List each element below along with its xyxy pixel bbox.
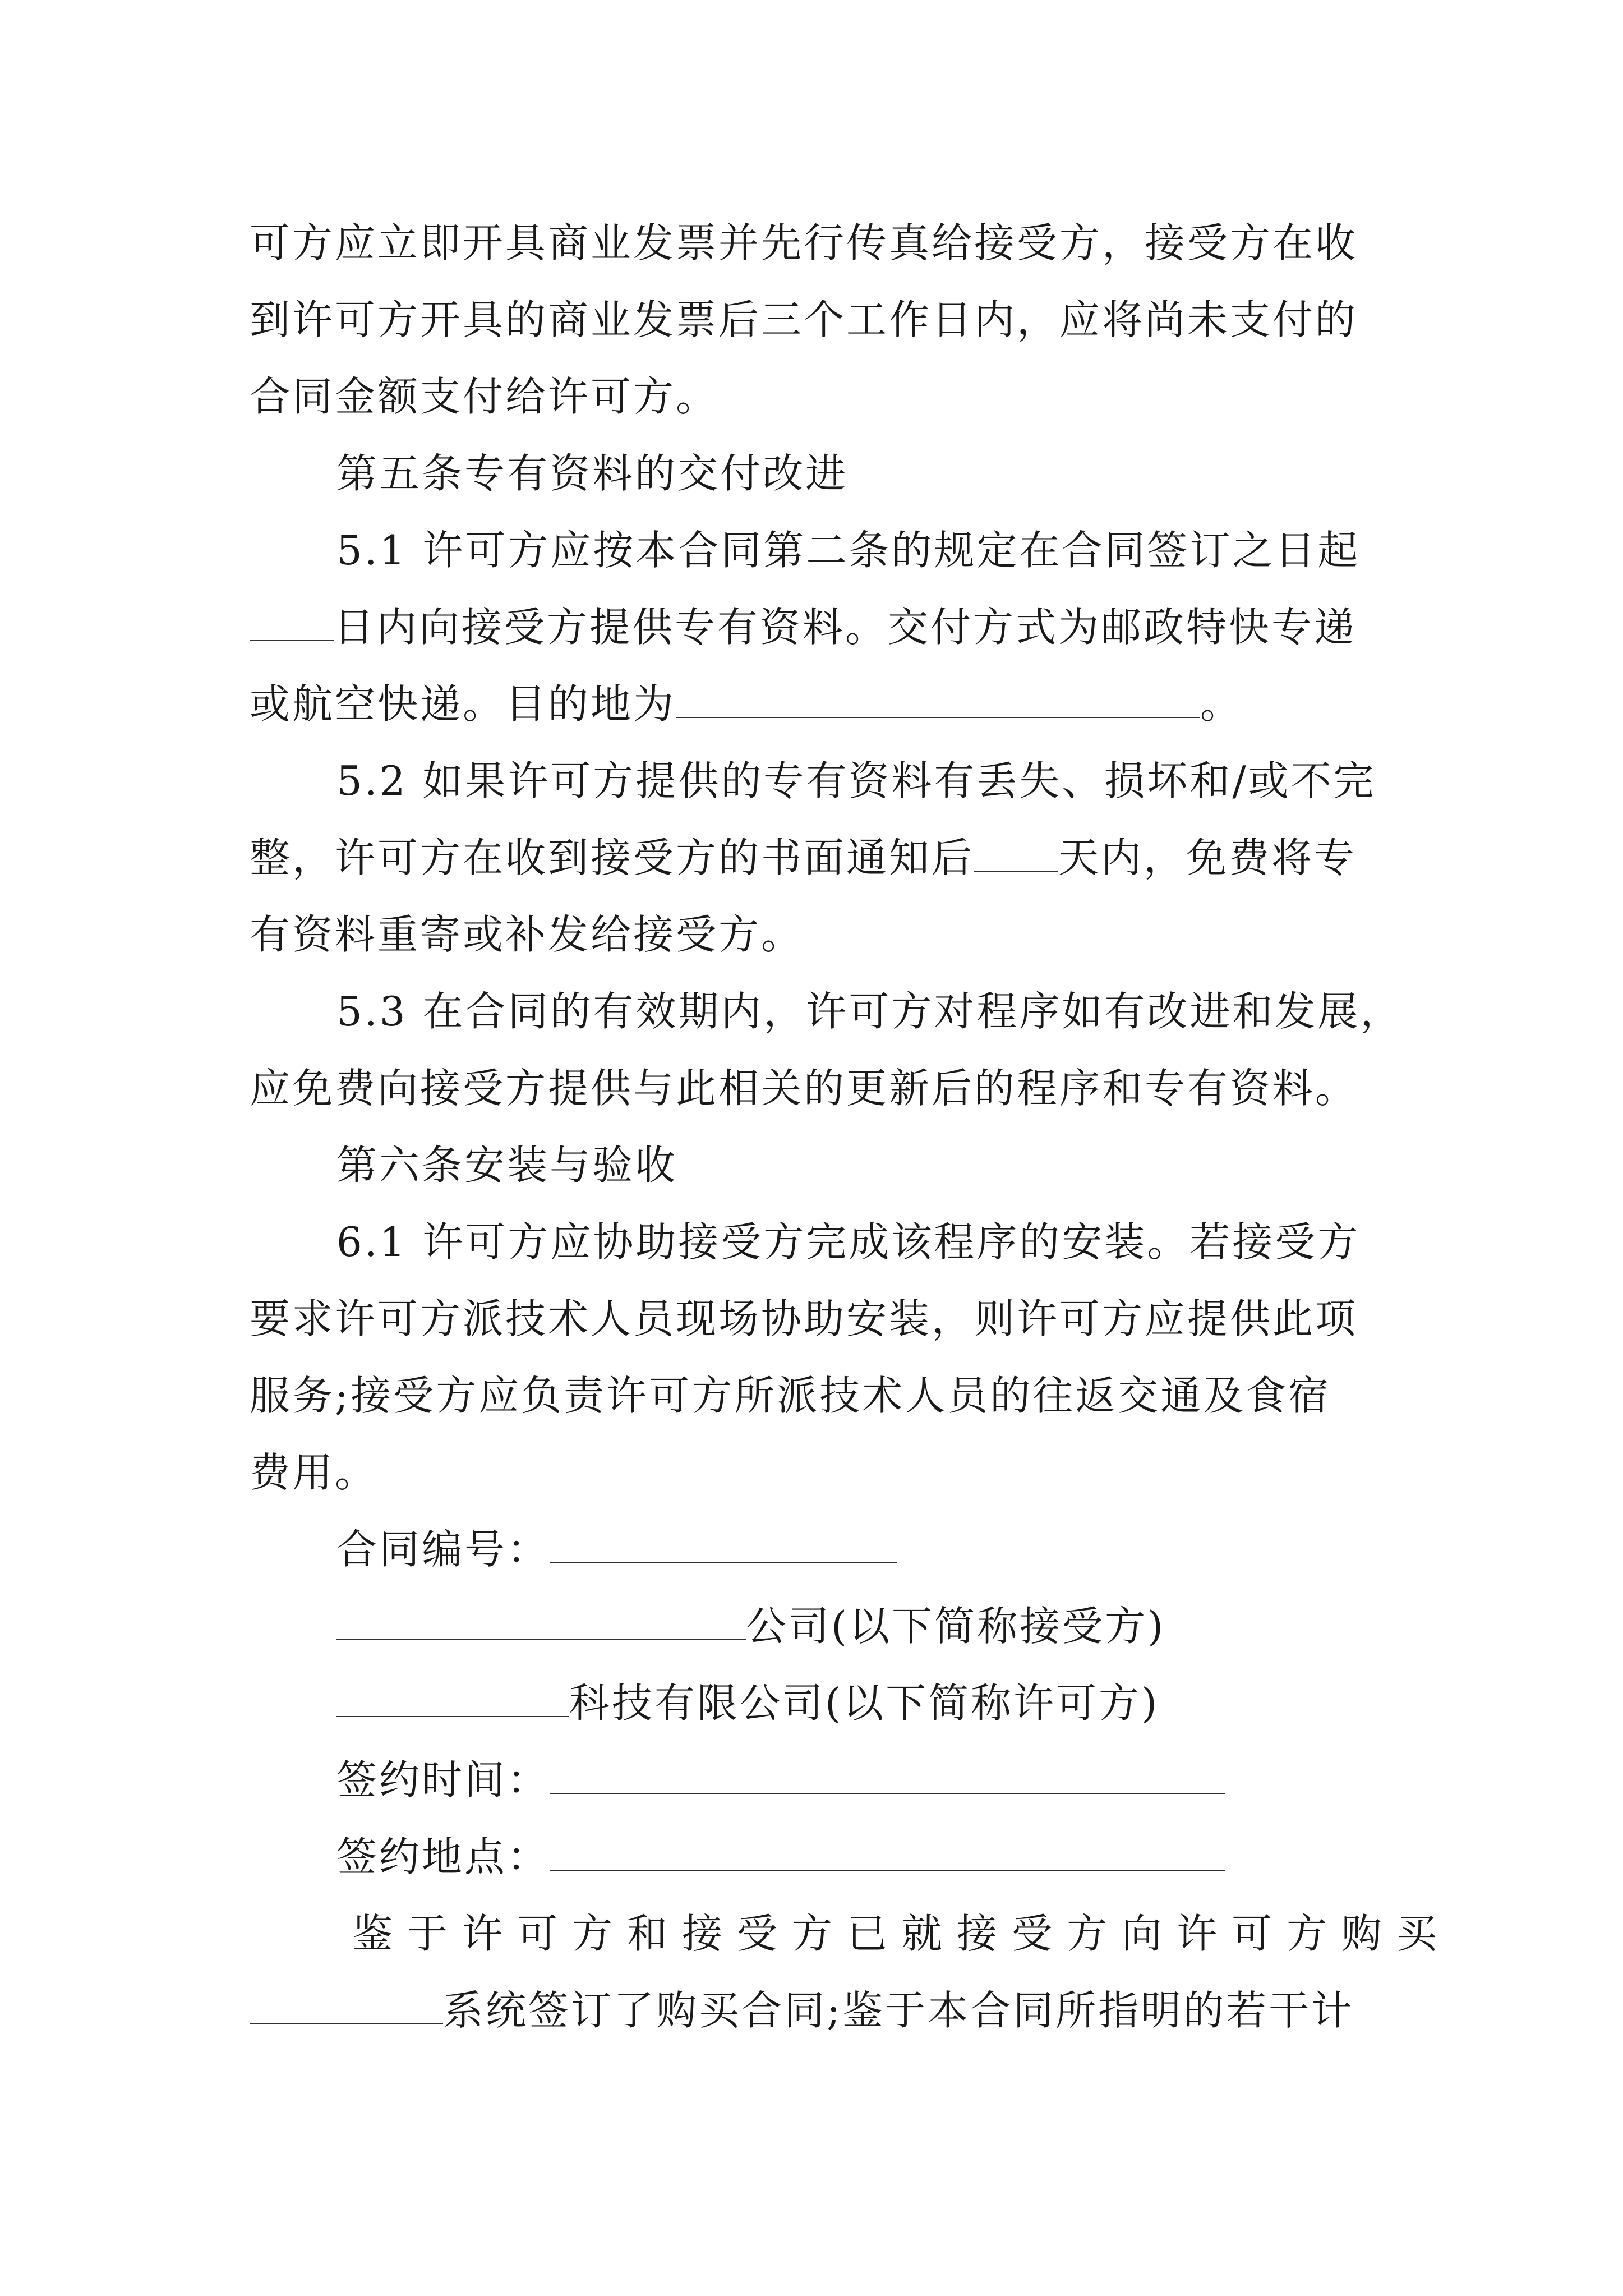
paragraph-line: 要求许可方派技术人员现场协助安装，则许可方应提供此项: [250, 1295, 1358, 1342]
sign-place-blank[interactable]: [550, 1836, 1225, 1871]
clause-5-3: 5.3 在合同的有效期内，许可方对程序如有改进和发展，: [336, 988, 1403, 1035]
system-name-blank[interactable]: [250, 1990, 443, 2024]
sign-place-line: [336, 1829, 1481, 1885]
licensee-name-blank[interactable]: [336, 1605, 746, 1640]
sign-date-label: 签约时间：: [336, 1756, 550, 1803]
line-text: 。: [1200, 680, 1243, 728]
contract-number-blank[interactable]: [550, 1529, 897, 1563]
paragraph-line: 费用。: [250, 1449, 378, 1496]
paragraph-line: [250, 599, 1394, 655]
recital-line: 鉴于许可方和接受方已就接受方向许可方购买: [352, 1910, 1452, 1957]
line-text: 整，许可方在收到接受方的书面通知后: [250, 834, 975, 881]
fill-blank[interactable]: [250, 606, 334, 641]
paragraph-line: 可方应立即开具商业发票并先行传真给接受方，接受方在收: [250, 219, 1358, 266]
line-text: 系统签订了购买合同;鉴于本合同所指明的若干计: [443, 1987, 1354, 2034]
clause-6-1: 6.1 许可方应协助接受方完成该程序的安装。若接受方: [336, 1218, 1361, 1266]
days-blank[interactable]: [974, 837, 1058, 872]
paragraph-line: 有资料重寄或补发给接受方。: [250, 911, 804, 958]
licensor-line: [336, 1675, 1481, 1731]
paragraph-line: [250, 1982, 1394, 2039]
paragraph-line: 到许可方开具的商业发票后三个工作日内，应将尚未支付的: [250, 296, 1358, 343]
line-text: 天内，免费将专: [1058, 834, 1357, 881]
sign-date-line: [336, 1752, 1481, 1808]
paragraph-line: 应免费向接受方提供与此相关的更新后的程序和专有资料。: [250, 1065, 1358, 1112]
clause-5-1: 5.1 许可方应按本合同第二条的规定在合同签订之日起: [336, 527, 1361, 574]
licensee-label: 公司(以下简称接受方): [746, 1603, 1166, 1650]
licensee-line: [336, 1598, 1481, 1654]
contract-number-line: [336, 1521, 1481, 1577]
clause-5-2: 5.2 如果许可方提供的专有资料有丢失、损坏和/或不完: [336, 757, 1376, 804]
paragraph-line: [250, 676, 1394, 732]
paragraph-line: [250, 830, 1394, 886]
section-heading-6: 第六条安装与验收: [336, 1142, 678, 1189]
paragraph-line: 服务;接受方应负责许可方所派技术人员的往返交通及食宿: [250, 1372, 1331, 1419]
sign-place-label: 签约地点：: [336, 1833, 550, 1880]
sign-date-blank[interactable]: [550, 1759, 1225, 1794]
contract-number-label: 合同编号：: [336, 1526, 550, 1573]
paragraph-line: 合同金额支付给许可方。: [250, 373, 719, 420]
section-heading-5: 第五条专有资料的交付改进: [336, 450, 849, 497]
destination-blank[interactable]: [676, 683, 1200, 718]
licensor-name-blank[interactable]: [336, 1682, 569, 1717]
licensor-label: 科技有限公司(以下简称许可方): [569, 1680, 1160, 1727]
line-text: 日内向接受方提供专有资料。交付方式为邮政特快专递: [334, 604, 1357, 651]
line-text: 或航空快递。目的地为: [250, 680, 676, 728]
